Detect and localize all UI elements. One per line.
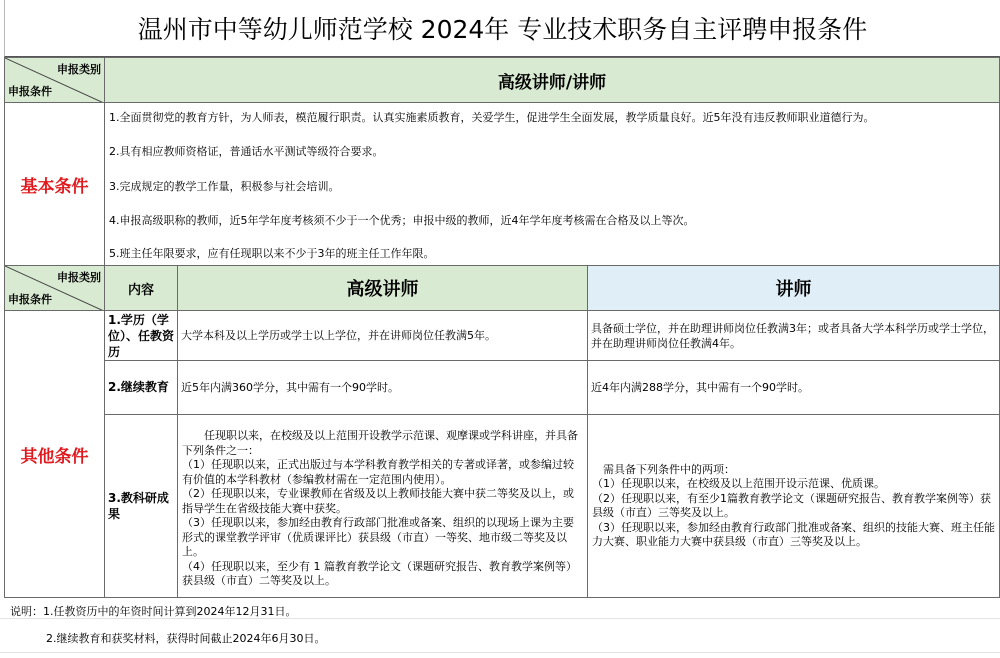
basic-item: 3.完成规定的教学工作量，积极参与社会培训。	[109, 180, 340, 193]
senior-requirement: 任现职以来，在校级及以上范围开设教学示范课、观摩课或学科讲座，并具备下列条件之一： （1）任现职以来，正式出版过与本学科教育教学相关的专著或译著，或参编过较有价值的本学科教材（参编教材需在一定范围内使用）。 （2）任现职以来，专业课教师在省级及以上教师技能大赛中获二等奖及以上，或指导学生在省级技能大赛中获奖。 （3）任现职以来，参加经由教育行政部门批准或备案、组织的以现场上课为主要形式的课堂教学评审（优质课评比）获县级（市直）一等奖、地市级二等奖及以上。 （4）任现职以来，至少有 1 篇教育教学论文（课题研究报告、教育教学案例等）获县级（市直）二等奖及以上。	[177, 414, 588, 598]
basic-conditions-list	[104, 102, 1000, 266]
row-name: 3.教科研成果	[104, 414, 178, 598]
row-name: 2.继续教育	[104, 360, 178, 415]
lecturer-requirement: 需具备下列条件中的两项： （1）任现职以来，在校级及以上范围开设示范课、优质课。 （2）任现职以来，有至少1篇教育教学论文（课题研究报告、教育教学案例等）获县级（市直）三等奖及以上。 （3）任现职以来，参加经由教育行政部门批准或备案、组织的技能大赛、班主任能力大赛、职业能力大赛中获县级（市直）三等奖及以上。	[587, 414, 1000, 598]
row-name: 1.学历（学位）、任教资历	[104, 310, 178, 361]
basic-conditions-label: 基本条件	[4, 102, 105, 266]
senior-requirement: 大学本科及以上学历或学士以上学位，并在讲师岗位任教满5年。	[177, 310, 588, 361]
note-2: 2.继续教育和获奖材料，获得时间截止2024年6月30日。	[46, 632, 326, 645]
content-column-header: 内容	[104, 265, 178, 311]
divider	[0, 652, 1000, 653]
corner-bottom-label: 申报条件	[8, 85, 52, 98]
corner-header-1	[4, 57, 105, 103]
basic-item: 2.具有相应教师资格证，普通话水平测试等级符合要求。	[109, 145, 384, 158]
senior-column-header: 高级讲师	[177, 265, 588, 311]
corner-top-label: 申报类别	[57, 63, 101, 76]
lecturer-column-header: 讲师	[587, 265, 1000, 311]
lecturer-requirement: 具备硕士学位，并在助理讲师岗位任教满3年；或者具备大学本科学历或学士学位，并在助理讲师岗位任教满4年。	[587, 310, 1000, 361]
corner-header-2	[4, 265, 105, 311]
basic-item: 5.班主任年限要求，应有任现职以来不少于3年的班主任工作年限。	[109, 247, 435, 260]
note-1: 说明：1.任教资历中的年资时间计算到2024年12月31日。	[10, 605, 297, 618]
corner-top-label: 申报类别	[57, 271, 101, 284]
header-senior-lecturer: 高级讲师/讲师	[104, 57, 1000, 103]
lecturer-requirement: 近4年内满288学分，其中需有一个90学时。	[587, 360, 1000, 415]
divider	[0, 618, 1000, 619]
senior-requirement: 近5年内满360学分，其中需有一个90学时。	[177, 360, 588, 415]
basic-item: 4.申报高级职称的教师，近5年学年度考核须不少于一个优秀；申报中级的教师，近4年学年度考核需在合格及以上等次。	[109, 214, 695, 227]
corner-bottom-label: 申报条件	[8, 293, 52, 306]
basic-item: 1.全面贯彻党的教育方针，为人师表，模范履行职责。认真实施素质教育，关爱学生，促进学生全面发展，教学质量良好。近5年没有违反教师职业道德行为。	[109, 111, 875, 124]
other-conditions-label: 其他条件	[4, 310, 105, 598]
page-title: 温州市中等幼儿师范学校 2024年 专业技术职务自主评聘申报条件	[4, 0, 1000, 57]
